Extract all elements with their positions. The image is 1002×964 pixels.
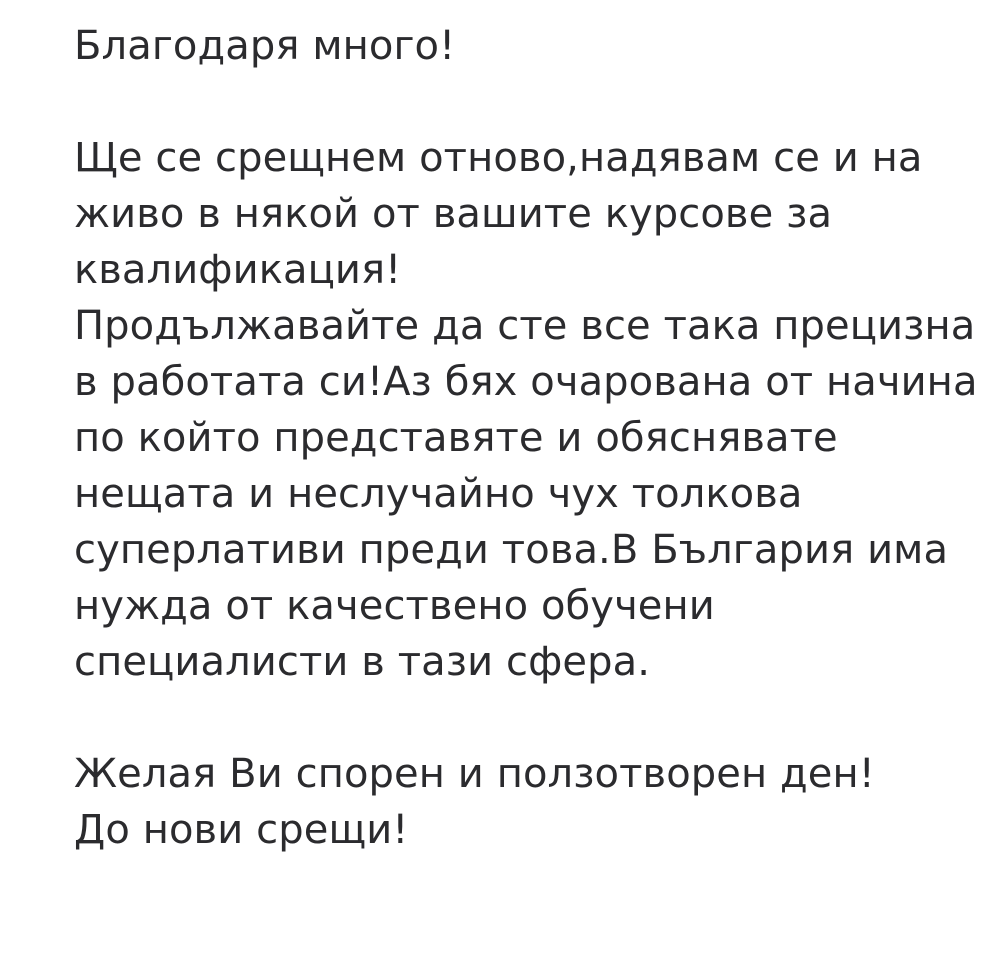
paragraph-closing-2: До нови срещи! <box>74 807 409 853</box>
paragraph-greeting: Благодаря много! <box>74 23 456 69</box>
paragraph-body-1: Ще се срещнем отново,надявам се и на живо в някой от вашите курсове за квалификация! <box>74 135 936 293</box>
paragraph-spacer <box>74 690 990 746</box>
paragraph-body-2: Продължавайте да сте все така прецизна в работата си!Аз бях очарована от начина по който представяте и обяснявате нещата и неслучайно чух толкова суперлативи преди това.В България има нужда от качествено обучени специалисти в тази сфера. <box>74 303 991 685</box>
paragraph-closing-1: Желая Ви спорен и ползотворен ден! <box>74 751 875 797</box>
paragraph-spacer <box>74 74 990 130</box>
